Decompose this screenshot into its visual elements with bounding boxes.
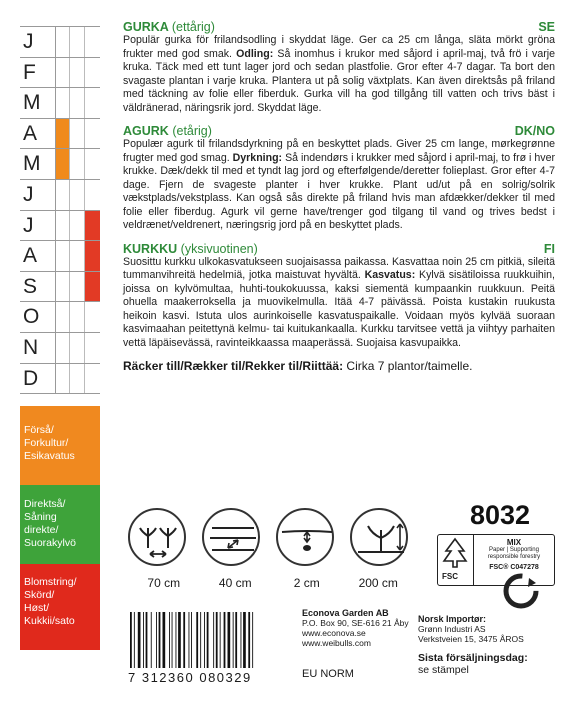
- calendar-cell: [85, 302, 100, 332]
- calendar-cell: [56, 241, 71, 271]
- calendar-month-row: [20, 149, 100, 180]
- calendar-cell: [70, 302, 85, 332]
- language-code: FI: [543, 241, 555, 256]
- calendar-cell: [56, 364, 71, 394]
- calendar-cell: [56, 58, 71, 88]
- calendar-cell: [70, 211, 85, 241]
- company-line: P.O. Box 90, SE-616 21 Åby: [302, 618, 409, 628]
- plant-height-label: 200 cm: [358, 576, 398, 590]
- calendar-cell: [85, 58, 100, 88]
- barcode-bar: [191, 612, 192, 668]
- month-label: J: [20, 180, 56, 210]
- calendar-month-row: [20, 119, 100, 150]
- calendar-cell: [70, 180, 85, 210]
- sowing-calendar: [20, 26, 100, 650]
- article-number: 8032: [470, 500, 531, 530]
- barcode-bar: [200, 612, 201, 668]
- legend-direct-line: Suorakylvö: [24, 537, 76, 550]
- calendar-month-row: [20, 241, 100, 272]
- company-line: www.weibulls.com: [302, 638, 371, 648]
- section-title: AGURK (etårig): [123, 124, 212, 138]
- calendar-cell: [70, 88, 85, 118]
- calendar-cell: [56, 180, 71, 210]
- barcode-bar: [138, 612, 141, 668]
- plant-spacing-label: 70 cm: [147, 576, 181, 590]
- barcode-bar: [241, 612, 242, 668]
- calendar-cell: [56, 272, 71, 302]
- barcode-bar: [176, 612, 177, 668]
- barcode-bar: [252, 612, 253, 668]
- description-text: [123, 20, 555, 373]
- barcode-bar: [143, 612, 144, 668]
- section-title: KURKKU (yksivuotinen): [123, 241, 258, 256]
- barcode-bar: [207, 612, 209, 668]
- fsc-mix: MIX: [506, 538, 522, 547]
- legend-presowing-line: Forkultur/: [24, 437, 69, 450]
- recycle-icon: [503, 573, 539, 609]
- calendar-grid: [20, 26, 100, 394]
- company-line: www.econova.se: [302, 628, 366, 638]
- calendar-cell: [85, 88, 100, 118]
- barcode-bar: [248, 612, 250, 668]
- month-label: M: [20, 88, 56, 118]
- calendar-cell: [70, 333, 85, 363]
- calendar-cell: [85, 149, 100, 179]
- importer-line: Verkstveien 15, 3475 ÅROS: [418, 634, 524, 644]
- legend-presowing-line: Esikavatus: [24, 450, 75, 463]
- legend-presowing-line: Förså/: [24, 424, 54, 437]
- barcode-bar: [183, 612, 185, 668]
- barcode-bar: [216, 612, 218, 668]
- calendar-month-row: [20, 272, 100, 303]
- legend-direct-sowing: [20, 485, 100, 564]
- barcode-bar: [243, 612, 246, 668]
- barcode-bar: [151, 612, 152, 668]
- calendar-cell: [85, 333, 100, 363]
- row-spacing-icon: [202, 508, 260, 566]
- calendar-cell: [70, 119, 85, 149]
- calendar-cell: [85, 119, 100, 149]
- language-code: DK/NO: [514, 124, 555, 138]
- last-sale-date: [418, 652, 528, 676]
- legend-harvest-line: Skörd/: [24, 589, 55, 602]
- fsc-code: FSC® C047278: [489, 564, 539, 571]
- barcode: [128, 612, 294, 668]
- calendar-cell: [56, 333, 71, 363]
- calendar-month-row: [20, 211, 100, 242]
- calendar-cell: [70, 364, 85, 394]
- last-sale-heading: Sista försäljningsdag:: [418, 652, 528, 664]
- plant-height-icon: [350, 508, 408, 566]
- importer-name: Norsk Importør:: [418, 614, 487, 624]
- calendar-month-row: [20, 27, 100, 58]
- barcode-bar: [224, 612, 226, 668]
- sowing-depth-icon: [276, 508, 334, 566]
- barcode-bar: [233, 612, 234, 668]
- barcode-bar: [220, 612, 221, 668]
- calendar-cell: [70, 272, 85, 302]
- barcode-bar: [156, 612, 157, 668]
- legend-harvest-line: Kukkii/sato: [24, 615, 75, 628]
- fsc-logo-text: FSC: [442, 572, 458, 581]
- barcode-bar: [146, 612, 148, 668]
- barcode-bar: [169, 612, 170, 668]
- calendar-month-row: [20, 180, 100, 211]
- calendar-cell: [70, 241, 85, 271]
- company-name: Econova Garden AB: [302, 608, 389, 618]
- barcode-bar: [213, 612, 214, 668]
- calendar-cell: [56, 211, 71, 241]
- importer-line: Grønn Industri AS: [418, 624, 486, 634]
- calendar-cell: [85, 180, 100, 210]
- section-body: Populär gurka för frilandsodling i skyddat läge. Ger ca 25 cm långa, släta mörkt gröna frukter med god smak. Odling: Så inomhus i krukor med såjord i april-maj, två frö i varje kruka. Täck med ett tunt lager jord och sedan plastfolie. Gror efter 4-7 dagar. Ta bort den svagaste plantan i varje kruka. Plantera ut på solig växtplats. Kan även direktsås på friland med täckning av folie eller fiberduk. Gurka vill ha god tillgång till vatten och trivs bäst i väldränerad, näringsrik jord. Skyddat läge.: [123, 34, 555, 114]
- month-label: O: [20, 302, 56, 332]
- legend-harvest: [20, 564, 100, 650]
- barcode-bar: [228, 612, 231, 668]
- barcode-bar: [178, 612, 181, 668]
- month-label: J: [20, 27, 56, 57]
- barcode-bar: [172, 612, 173, 668]
- fsc-desc: Paper | Supporting: [489, 547, 539, 553]
- calendar-cell: [85, 364, 100, 394]
- barcode-bar: [134, 612, 135, 668]
- barcode-bar: [235, 612, 237, 668]
- month-label: A: [20, 241, 56, 271]
- barcode-bar: [159, 612, 161, 668]
- barcode-bar: [196, 612, 198, 668]
- calendar-month-row: [20, 58, 100, 89]
- calendar-cell: [70, 27, 85, 57]
- legend-presowing: [20, 406, 100, 485]
- section-dk-no: [123, 124, 555, 233]
- calendar-month-row: [20, 302, 100, 333]
- legend-harvest-line: Høst/: [24, 602, 50, 615]
- fsc-desc: responsible forestry: [487, 554, 541, 560]
- harvest-period-cell: [85, 241, 100, 271]
- company-info: [302, 608, 409, 648]
- legend-direct-line: direkte/: [24, 524, 59, 537]
- importer-info: [418, 614, 524, 644]
- calendar-month-row: [20, 333, 100, 364]
- legend-harvest-line: Blomstring/: [24, 576, 77, 589]
- barcode-bar: [163, 612, 166, 668]
- calendar-month-row: [20, 364, 100, 395]
- calendar-month-row: [20, 88, 100, 119]
- section-body: Suosittu kurkku ulkokasvatukseen suojaisassa paikassa. Kasvattaa noin 25 cm pitkiä, sileitä tummanvihreitä hedelmiä, jotka maistuvat hyvältä. Kasvatus: Kylvä sisätiloissa ruukkuihin, joissa on kylvömultaa, huhti-toukokuussa, kaksi siementä kumpaankin ruukkuun. Peitä ohuella maakerroksella ja muovikelmulla. Itää 4-7 päivässä. Poista kustakin ruukusta heikoin kasvi. Istuta ulos aurinkoiselle kasvatuspaikalle. Voidaan myös kylvää suoraan kasvimaahan peitettynä kelmu- tai kuitukankaalla. Kurkku tarvitsee vettä ja viihtyy parhaiten vettä läpäisevässä, ravinteikkaassa maaperässä. Suojaisa kasvupaikka.: [123, 255, 555, 349]
- calendar-cell: [56, 302, 71, 332]
- calendar-cell: [56, 27, 71, 57]
- plant-spacing-icon: [128, 508, 186, 566]
- eu-norm: EU NORM: [302, 668, 354, 680]
- section-se: [123, 20, 555, 115]
- month-label: J: [20, 211, 56, 241]
- month-label: D: [20, 364, 56, 394]
- barcode-bar: [130, 612, 132, 668]
- barcode-bar: [204, 612, 205, 668]
- month-label: M: [20, 149, 56, 179]
- month-label: F: [20, 58, 56, 88]
- sowing-depth-label: 2 cm: [293, 576, 320, 590]
- calendar-cell: [85, 27, 100, 57]
- language-code: SE: [538, 20, 555, 34]
- month-label: N: [20, 333, 56, 363]
- barcode-bar: [189, 612, 190, 668]
- calendar-cell: [56, 88, 71, 118]
- yield-info: Räcker till/Rækker til/Rekker til/Riittää: Cirka 7 plantor/taimelle.: [123, 359, 473, 373]
- fsc-tree-icon: [438, 535, 474, 585]
- legend-direct-line: Såning: [24, 511, 57, 524]
- cultivation-icons: [128, 508, 418, 590]
- calendar-cell: [70, 149, 85, 179]
- calendar-cell: [70, 58, 85, 88]
- section-title: GURKA (ettårig): [123, 20, 215, 34]
- legend-direct-line: Direktså/: [24, 498, 66, 511]
- month-label: A: [20, 119, 56, 149]
- barcode-number: 7 312360 080329: [128, 670, 252, 685]
- harvest-period-cell: [85, 211, 100, 241]
- row-spacing-label: 40 cm: [218, 576, 252, 590]
- sow-period-cell: [56, 149, 71, 179]
- section-fi: [123, 242, 555, 351]
- sow-period-cell: [56, 119, 71, 149]
- last-sale-text: se stämpel: [418, 664, 469, 676]
- section-body: Populær agurk til frilandsdyrkning på en beskyttet plads. Giver 25 cm lange, mørkegrønne frugter med god smag. Dyrkning: Så indendørs i krukker med såjord i april-maj, to frø i hver krukke. Dæk/dekk til med et tyndt lag jord og efterfølgende/deretter folieplast. Gror efter 4-7 dage. Fjern de svageste planter i hver krukke. Plant ud/ut på en solrig/solrik vækstplads/vekstplass. Kan også sås direkte på friland hvis man afdækker/dekker til med folie eller fiberdug. Agurk vil gerne have/trenger god tilgang til vand og trives bedst i veldrænet/veldrenert, næringsrig jord på en beskyttet plads.: [123, 138, 555, 231]
- harvest-period-cell: [85, 272, 100, 302]
- month-label: S: [20, 272, 56, 302]
